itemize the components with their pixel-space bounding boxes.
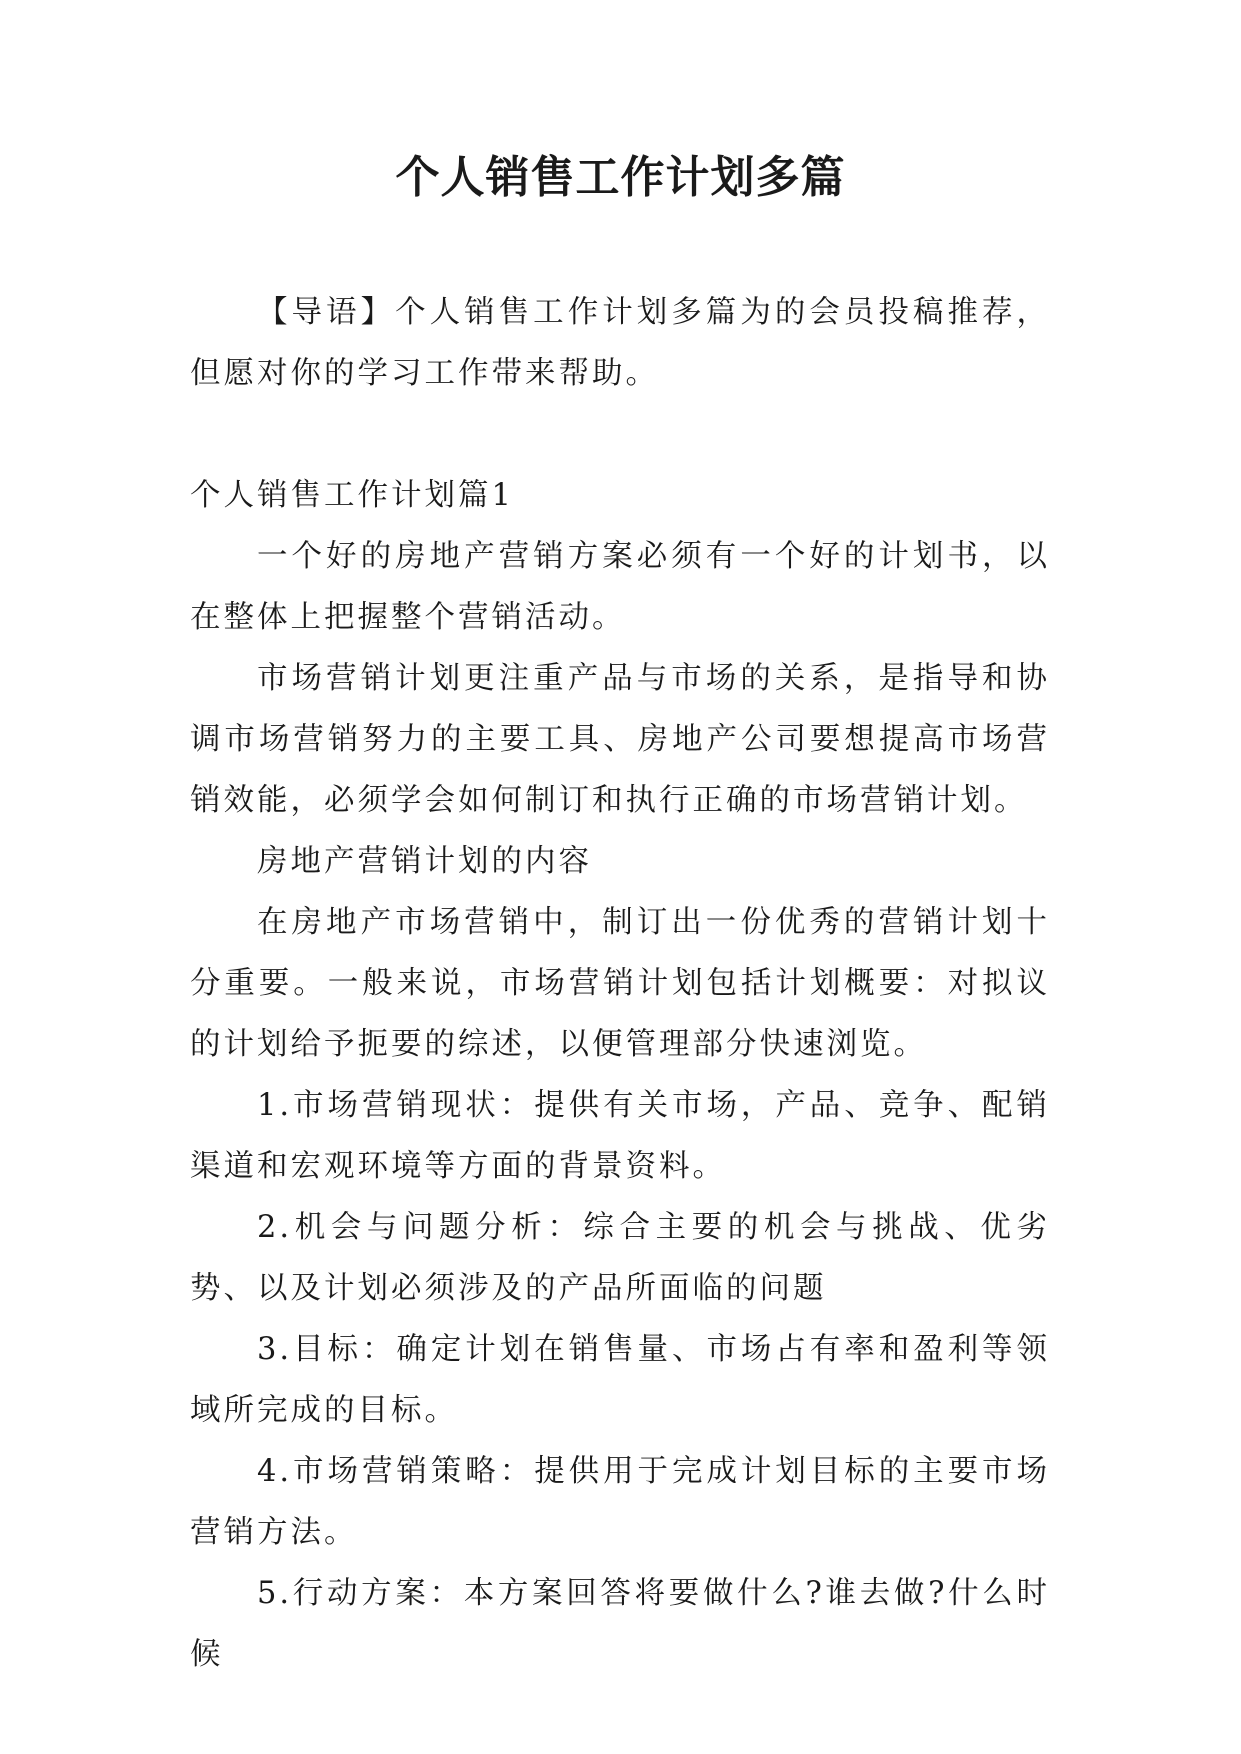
body-subheading: 房地产营销计划的内容: [257, 844, 592, 879]
document-title: 个人销售工作计划多篇: [395, 152, 846, 203]
intro-paragraph: 【导语】个人销售工作计划多篇为的会员投稿推荐，但愿对你的学习工作带来帮助。: [190, 295, 1050, 391]
list-item: 3.目标：确定计划在销售量、市场占有率和盈利等领域所完成的目标。: [190, 1332, 1050, 1428]
body-paragraph: 一个好的房地产营销方案必须有一个好的计划书，以在整体上把握整个营销活动。: [190, 539, 1050, 635]
body-paragraph: 在房地产市场营销中，制订出一份优秀的营销计划十分重要。一般来说，市场营销计划包括计划概要：对拟议的计划给予扼要的综述，以便管理部分快速浏览。: [190, 905, 1050, 1062]
list-item: 4.市场营销策略：提供用于完成计划目标的主要市场营销方法。: [190, 1454, 1050, 1550]
list-item: 1.市场营销现状：提供有关市场，产品、竞争、配销渠道和宏观环境等方面的背景资料。: [190, 1088, 1050, 1184]
list-item: 5.行动方案：本方案回答将要做什么?谁去做?什么时候: [190, 1576, 1050, 1672]
section-heading: 个人销售工作计划篇1: [190, 478, 514, 513]
document-body: [190, 282, 1050, 1685]
body-paragraph: 市场营销计划更注重产品与市场的关系，是指导和协调市场营销努力的主要工具、房地产公司要想提高市场营销效能，必须学会如何制订和执行正确的市场营销计划。: [190, 661, 1050, 818]
list-item: 2.机会与问题分析：综合主要的机会与挑战、优劣势、以及计划必须涉及的产品所面临的问题: [190, 1210, 1050, 1306]
